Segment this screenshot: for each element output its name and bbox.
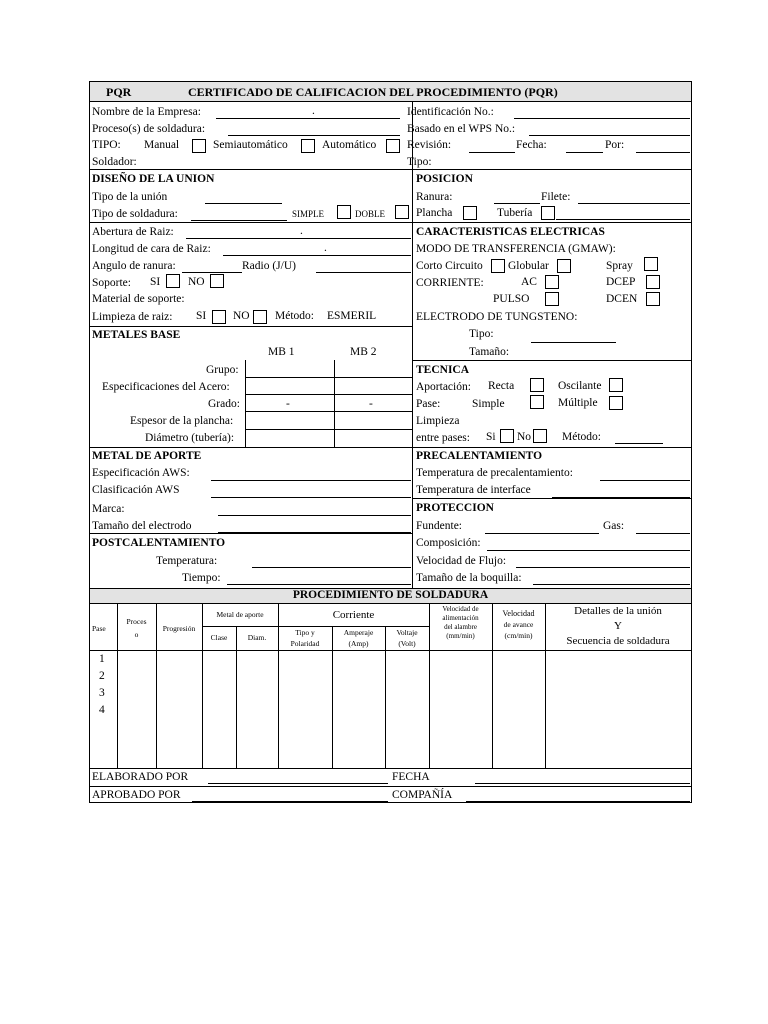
soporte-no-checkbox[interactable] xyxy=(210,274,224,288)
pase-simple-checkbox[interactable] xyxy=(530,395,544,409)
col-proceso-2: o xyxy=(134,630,139,639)
globular-label: Globular xyxy=(508,260,549,272)
semiautomatico-label: Semiautomático xyxy=(213,139,288,151)
marca-label: Marca: xyxy=(92,503,125,515)
precalentamiento-section-title: PRECALENTAMIENTO xyxy=(416,450,543,462)
composicion-label: Composición: xyxy=(416,537,481,549)
doble-checkbox[interactable] xyxy=(395,205,409,219)
col-amperaje-1: Amperaje xyxy=(343,628,374,637)
col-vel-alim-1: Velocidad de xyxy=(442,605,479,613)
globular-checkbox[interactable] xyxy=(557,259,571,273)
automatico-label: Automático xyxy=(322,139,377,151)
elaborado-label: ELABORADO POR xyxy=(92,771,189,783)
soporte-si-checkbox[interactable] xyxy=(166,274,180,288)
revision-label: Revisión: xyxy=(407,139,452,151)
limpieza-raiz-label: Limpieza de raiz: xyxy=(92,311,173,323)
aprobado-label: APROBADO POR xyxy=(92,789,181,801)
soporte-label: Soporte: xyxy=(92,277,131,289)
col-vel-alim-4: (mm/min) xyxy=(446,632,475,640)
metales-section-title: METALES BASE xyxy=(92,329,181,341)
tipo-soldadura-label: Tipo de soldadura: xyxy=(92,208,178,220)
col-corriente: Corriente xyxy=(332,609,375,621)
mb2-header: MB 2 xyxy=(350,346,377,358)
dcen-checkbox[interactable] xyxy=(646,292,660,306)
oscilante-label: Oscilante xyxy=(558,380,602,392)
identificacion-label: Identificación No.: xyxy=(407,106,494,118)
row-number: 2 xyxy=(99,670,105,682)
empresa-dot: . xyxy=(312,105,315,117)
postcal-tiempo-label: Tiempo: xyxy=(182,572,221,584)
oscilante-checkbox[interactable] xyxy=(609,378,623,392)
especificacion-aws-label: Especificación AWS: xyxy=(92,467,190,479)
por-label: Por: xyxy=(605,139,625,151)
ac-label: AC xyxy=(521,276,537,288)
temp-interface-label: Temperatura de interface xyxy=(416,484,531,496)
limpieza-pases-si-label: Si xyxy=(486,431,496,443)
aporte-section-title: METAL DE APORTE xyxy=(92,450,202,462)
limpieza-si-checkbox[interactable] xyxy=(212,310,226,324)
ranura-label: Ranura: xyxy=(416,191,453,203)
tuberia-checkbox[interactable] xyxy=(541,206,555,220)
temp-precal-label: Temperatura de precalentamiento: xyxy=(416,467,573,479)
col-voltaje-1: Voltaje xyxy=(396,628,418,637)
col-clase: Clase xyxy=(210,633,228,642)
tamano-boquilla-label: Tamaño de la boquilla: xyxy=(416,572,522,584)
corto-circuito-checkbox[interactable] xyxy=(491,259,505,273)
simple-label: SIMPLE xyxy=(292,209,325,219)
procesos-label: Proceso(s) de soldadura: xyxy=(92,123,206,135)
limpieza-label-2: entre pases: xyxy=(416,432,470,444)
col-voltaje-2: (Volt) xyxy=(398,639,416,648)
col-amperaje-2: (Amp) xyxy=(348,639,369,648)
fecha-label: Fecha: xyxy=(516,139,547,151)
spray-checkbox[interactable] xyxy=(644,257,658,271)
mb1-header: MB 1 xyxy=(268,346,295,358)
corriente-label: CORRIENTE: xyxy=(416,277,484,289)
tipo-label: TIPO: xyxy=(92,139,121,151)
material-label: Material de soporte: xyxy=(92,293,185,305)
pase-multiple-checkbox[interactable] xyxy=(609,396,623,410)
footer-fecha-label: FECHA xyxy=(392,771,430,783)
velocidad-flujo-label: Velocidad de Flujo: xyxy=(416,555,507,567)
proteccion-section-title: PROTECCION xyxy=(416,502,494,514)
grupo-label: Grupo: xyxy=(206,364,239,376)
postcalentamiento-section-title: POSTCALENTAMIENTO xyxy=(92,537,226,549)
dcen-label: DCEN xyxy=(606,293,638,305)
basado-label: Basado en el WPS No.: xyxy=(407,123,516,135)
metodo-label: Método: xyxy=(275,310,314,322)
col-metal-aporte: Metal de aporte xyxy=(216,610,264,619)
row-number: 3 xyxy=(99,687,105,699)
tecnica-section-title: TECNICA xyxy=(416,364,470,376)
electrodo-tungsteno-label: ELECTRODO DE TUNGSTENO: xyxy=(416,311,578,323)
limpieza-no-checkbox[interactable] xyxy=(253,310,267,324)
tipo-union-label: Tipo de la unión xyxy=(92,191,168,203)
limpieza-no-label: NO xyxy=(233,310,250,322)
longitud-label: Longitud de cara de Raiz: xyxy=(92,243,211,255)
grado-label: Grado: xyxy=(208,398,240,410)
grado-mb2-value: - xyxy=(369,398,373,410)
electricas-section-title: CARACTERISTICAS ELECTRICAS xyxy=(416,226,605,238)
radio-label: Radio (J/U) xyxy=(242,260,296,272)
electrodo-tamano-label: Tamaño: xyxy=(469,346,510,358)
gas-label: Gas: xyxy=(603,520,625,532)
col-vel-alim-3: del alambre xyxy=(444,623,477,631)
espesor-label: Espesor de la plancha: xyxy=(130,415,234,427)
modo-transferencia-label: MODO DE TRANSFERENCIA (GMAW): xyxy=(416,243,616,255)
postcal-temp-label: Temperatura: xyxy=(156,555,218,567)
aportacion-label: Aportación: xyxy=(416,381,471,393)
col-diam: Diam. xyxy=(247,633,267,642)
form-title: CERTIFICADO DE CALIFICACION DEL PROCEDIMIENTO (PQR) xyxy=(188,85,558,99)
limpieza-si-label: SI xyxy=(196,310,207,322)
procedimiento-section-title: PROCEDIMIENTO DE SOLDADURA xyxy=(292,589,489,601)
col-vel-avance-3: (cm/min) xyxy=(504,631,533,640)
corto-circuito-label: Corto Circuito xyxy=(416,260,483,272)
longitud-dot: . xyxy=(324,242,327,254)
pulso-checkbox[interactable] xyxy=(545,292,559,306)
col-progresion: Progresión xyxy=(162,624,196,633)
col-tipo-1: Tipo y xyxy=(295,628,315,637)
electrodo-tipo-label: Tipo: xyxy=(469,328,494,340)
limpieza-label-1: Limpieza xyxy=(416,415,460,427)
col-vel-avance-1: Velocidad xyxy=(502,609,535,618)
plancha-checkbox[interactable] xyxy=(463,206,477,220)
tipo2-label: Tipo: xyxy=(407,156,432,168)
automatico-checkbox[interactable] xyxy=(386,139,400,153)
manual-checkbox[interactable] xyxy=(192,139,206,153)
recta-checkbox[interactable] xyxy=(530,378,544,392)
limpieza-pases-no-label: No xyxy=(517,431,532,443)
abertura-dot: . xyxy=(300,225,303,237)
spray-label: Spray xyxy=(606,260,633,272)
doble-label: DOBLE xyxy=(355,209,385,219)
especificaciones-acero-label: Especificaciones del Acero: xyxy=(102,381,230,393)
row-number: 1 xyxy=(99,653,105,665)
diametro-label: Diámetro (tubería): xyxy=(145,432,235,444)
col-detalles-3: Secuencia de soldadura xyxy=(566,635,670,647)
pqr-form xyxy=(89,81,692,803)
tamano-electrodo-label: Tamaño del electrodo xyxy=(92,520,192,532)
dcep-checkbox[interactable] xyxy=(646,275,660,289)
esmeril-value: ESMERIL xyxy=(327,310,377,322)
col-vel-alim-2: alimentación xyxy=(442,614,479,622)
tuberia-label: Tubería xyxy=(497,207,533,219)
soporte-no-label: NO xyxy=(188,276,205,288)
col-tipo-2: Polaridad xyxy=(290,639,320,648)
filete-label: Filete: xyxy=(541,191,571,203)
limpieza-metodo-label: Método: xyxy=(562,431,601,443)
pulso-label: PULSO xyxy=(493,293,530,305)
pase-label: Pase: xyxy=(416,398,441,410)
row-number: 4 xyxy=(99,704,105,716)
semiautomatico-checkbox[interactable] xyxy=(301,139,315,153)
union-section-title: DISEÑO DE LA UNION xyxy=(92,173,215,185)
empresa-label: Nombre de la Empresa: xyxy=(92,106,201,118)
grado-mb1-value: - xyxy=(286,398,290,410)
col-detalles-1: Detalles de la unión xyxy=(574,605,662,617)
compania-label: COMPAÑÍA xyxy=(392,789,453,801)
col-vel-avance-2: de avance xyxy=(503,620,534,629)
simple-checkbox[interactable] xyxy=(337,205,351,219)
soldador-label: Soldador: xyxy=(92,156,137,168)
plancha-label: Plancha xyxy=(416,207,453,219)
col-detalles-2: Y xyxy=(614,620,622,632)
limpieza-pases-no-checkbox[interactable] xyxy=(533,429,547,443)
posicion-section-title: POSICION xyxy=(416,173,473,185)
angulo-label: Angulo de ranura: xyxy=(92,260,176,272)
ac-checkbox[interactable] xyxy=(545,275,559,289)
col-proceso-1: Proces xyxy=(126,617,147,626)
abertura-label: Abertura de Raiz: xyxy=(92,226,174,238)
dcep-label: DCEP xyxy=(606,276,636,288)
manual-label: Manual xyxy=(144,139,180,151)
recta-label: Recta xyxy=(488,380,515,392)
fundente-label: Fundente: xyxy=(416,520,462,532)
clasificacion-aws-label: Clasificación AWS xyxy=(92,484,180,496)
pase-multiple-label: Múltiple xyxy=(558,397,598,409)
soporte-si-label: SI xyxy=(150,276,161,288)
col-pase: Pase xyxy=(92,624,106,633)
pase-simple-label: Simple xyxy=(472,398,505,410)
limpieza-pases-si-checkbox[interactable] xyxy=(500,429,514,443)
form-code: PQR xyxy=(106,85,132,99)
